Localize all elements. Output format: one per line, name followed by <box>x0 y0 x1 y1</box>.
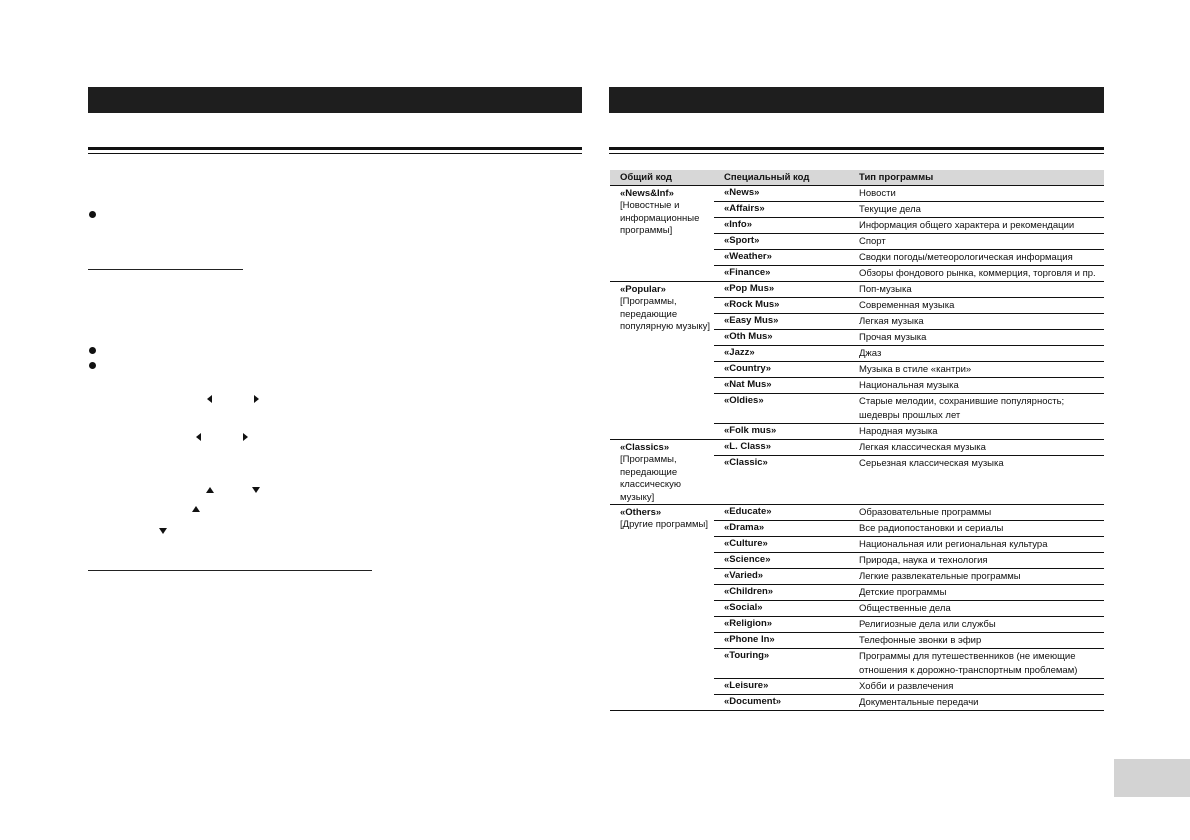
special-code-cell: «Oldies» <box>724 395 764 406</box>
special-code-list <box>714 282 1104 439</box>
bullet-icon <box>89 211 96 218</box>
table-row <box>714 601 1104 617</box>
bullet-icon <box>89 362 96 369</box>
special-code-cell: «Country» <box>724 363 771 374</box>
arrow-left-icon <box>207 395 212 403</box>
right-section-rule-thin <box>609 153 1104 154</box>
table-row <box>714 378 1104 394</box>
program-type-cell: Поп-музыка <box>859 284 912 295</box>
left-section-rule <box>88 147 582 150</box>
table-row <box>714 362 1104 378</box>
program-type-cell: Музыка в стиле «кантри» <box>859 364 972 375</box>
table-row <box>714 440 1104 456</box>
table-row <box>714 521 1104 537</box>
arrow-right-icon <box>243 433 248 441</box>
special-code-cell: «Phone In» <box>724 634 775 646</box>
program-type-cell: Прочая музыка <box>859 332 927 343</box>
header-special-code: Специальный код <box>724 172 810 183</box>
left-header-bar <box>88 87 582 113</box>
special-code-cell: «Leisure» <box>724 680 769 692</box>
table-row <box>714 456 1104 471</box>
general-code-name: «Others» <box>620 507 662 519</box>
table-row <box>714 553 1104 569</box>
arrow-right-icon <box>254 395 259 403</box>
table-row <box>714 330 1104 346</box>
table-row <box>714 298 1104 314</box>
program-type-cell: Народная музыка <box>859 426 938 437</box>
page-number-box <box>1114 759 1190 797</box>
general-code-description: [Программы, передающие классическую музыку] <box>620 454 682 503</box>
table-row <box>714 186 1104 202</box>
general-code-cell <box>610 186 714 281</box>
arrow-up-icon <box>206 487 214 493</box>
table-row <box>714 202 1104 218</box>
special-code-cell: «Pop Mus» <box>724 283 775 294</box>
program-type-cell: Национальная музыка <box>859 380 959 391</box>
general-code-description: [Другие программы] <box>620 519 708 531</box>
special-code-cell: «Classic» <box>724 457 768 468</box>
general-code-cell <box>610 440 714 504</box>
special-code-list <box>714 440 1104 504</box>
special-code-cell: «Educate» <box>724 506 772 518</box>
left-section-rule-thin <box>88 153 582 154</box>
table-group <box>610 505 1104 711</box>
table-row <box>714 505 1104 521</box>
right-header-bar <box>609 87 1104 113</box>
table-group <box>610 282 1104 440</box>
table-row <box>714 633 1104 649</box>
special-code-cell: «Easy Mus» <box>724 315 779 326</box>
program-type-cell: Религиозные дела или службы <box>859 619 996 631</box>
pty-code-table <box>610 170 1104 711</box>
table-group <box>610 440 1104 505</box>
table-row <box>714 250 1104 266</box>
table-row <box>714 569 1104 585</box>
special-code-cell: «Drama» <box>724 522 765 534</box>
special-code-cell: «Social» <box>724 602 763 614</box>
program-type-cell: Серьезная классическая музыка <box>859 458 1004 469</box>
table-row <box>714 695 1104 710</box>
table-row <box>714 314 1104 330</box>
program-type-cell: Хобби и развлечения <box>859 681 954 693</box>
special-code-list <box>714 186 1104 281</box>
program-type-cell: Обзоры фондового рынка, коммерция, торговля и пр. <box>859 268 1096 279</box>
special-code-cell: «Rock Mus» <box>724 299 780 310</box>
program-type-cell: Детские программы <box>859 587 947 599</box>
right-section-rule <box>609 147 1104 150</box>
special-code-cell: «L. Class» <box>724 441 771 452</box>
special-code-cell: «Nat Mus» <box>724 379 772 390</box>
table-row <box>714 424 1104 439</box>
special-code-cell: «Culture» <box>724 538 768 550</box>
table-row <box>714 585 1104 601</box>
special-code-cell: «Religion» <box>724 618 773 630</box>
header-program-type: Тип программы <box>859 172 934 183</box>
program-type-cell: Все радиопостановки и сериалы <box>859 523 1004 535</box>
table-row <box>714 266 1104 281</box>
special-code-cell: «Children» <box>724 586 774 598</box>
program-type-cell: Современная музыка <box>859 300 955 311</box>
program-type-cell: Новости <box>859 188 896 199</box>
general-code-cell <box>610 282 714 439</box>
special-code-cell: «Affairs» <box>724 203 765 214</box>
program-type-cell: Общественные дела <box>859 603 951 615</box>
program-type-cell: Джаз <box>859 348 882 359</box>
table-body <box>610 186 1104 711</box>
arrow-up-icon <box>192 506 200 512</box>
program-type-cell: Спорт <box>859 236 886 247</box>
program-type-cell: Легкие развлекательные программы <box>859 571 1021 583</box>
program-type-cell: Текущие дела <box>859 204 921 215</box>
table-group <box>610 186 1104 282</box>
special-code-cell: «Jazz» <box>724 347 755 358</box>
table-row <box>714 282 1104 298</box>
general-code-cell <box>610 505 714 710</box>
subsection-underline <box>88 570 372 571</box>
special-code-cell: «Touring» <box>724 650 770 662</box>
program-type-cell: Сводки погоды/метеорологическая информация <box>859 252 1073 263</box>
special-code-cell: «Document» <box>724 696 782 708</box>
header-general-code: Общий код <box>620 172 672 183</box>
general-code-name: «News&Inf» <box>620 188 674 199</box>
special-code-list <box>714 505 1104 710</box>
program-type-cell: Документальные передачи <box>859 697 979 709</box>
special-code-cell: «Info» <box>724 219 752 230</box>
general-code-description: [Новостные и информационные программы] <box>620 200 700 237</box>
program-type-cell: Легкая музыка <box>859 316 924 327</box>
table-row <box>714 394 1104 424</box>
program-type-cell: Природа, наука и технология <box>859 555 988 567</box>
special-code-cell: «Varied» <box>724 570 764 582</box>
special-code-cell: «Folk mus» <box>724 425 777 436</box>
arrow-down-icon <box>159 528 167 534</box>
subsection-underline <box>88 269 243 270</box>
arrow-left-icon <box>196 433 201 441</box>
table-row <box>714 649 1104 679</box>
program-type-cell: Информация общего характера и рекомендации <box>859 220 1075 231</box>
general-code-name: «Classics» <box>620 442 670 453</box>
table-row <box>714 218 1104 234</box>
table-row <box>714 679 1104 695</box>
special-code-cell: «Sport» <box>724 235 760 246</box>
bullet-icon <box>89 347 96 354</box>
program-type-cell: Программы для путешественников (не имеющие отношения к дорожно-транспортным проблемам) <box>859 651 1078 677</box>
table-row <box>714 617 1104 633</box>
program-type-cell: Старые мелодии, сохранившие популярность; шедевры прошлых лет <box>859 396 1065 421</box>
special-code-cell: «Oth Mus» <box>724 331 773 342</box>
arrow-down-icon <box>252 487 260 493</box>
special-code-cell: «Weather» <box>724 251 772 262</box>
program-type-cell: Национальная или региональная культура <box>859 539 1048 551</box>
general-code-description: [Программы, передающие популярную музыку] <box>620 296 711 333</box>
special-code-cell: «News» <box>724 187 760 198</box>
program-type-cell: Телефонные звонки в эфир <box>859 635 982 647</box>
program-type-cell: Образовательные программы <box>859 507 992 519</box>
table-row <box>714 537 1104 553</box>
general-code-name: «Popular» <box>620 284 666 295</box>
special-code-cell: «Science» <box>724 554 771 566</box>
table-row <box>714 234 1104 250</box>
special-code-cell: «Finance» <box>724 267 771 278</box>
program-type-cell: Легкая классическая музыка <box>859 442 986 453</box>
table-header <box>610 170 1104 186</box>
table-row <box>714 346 1104 362</box>
